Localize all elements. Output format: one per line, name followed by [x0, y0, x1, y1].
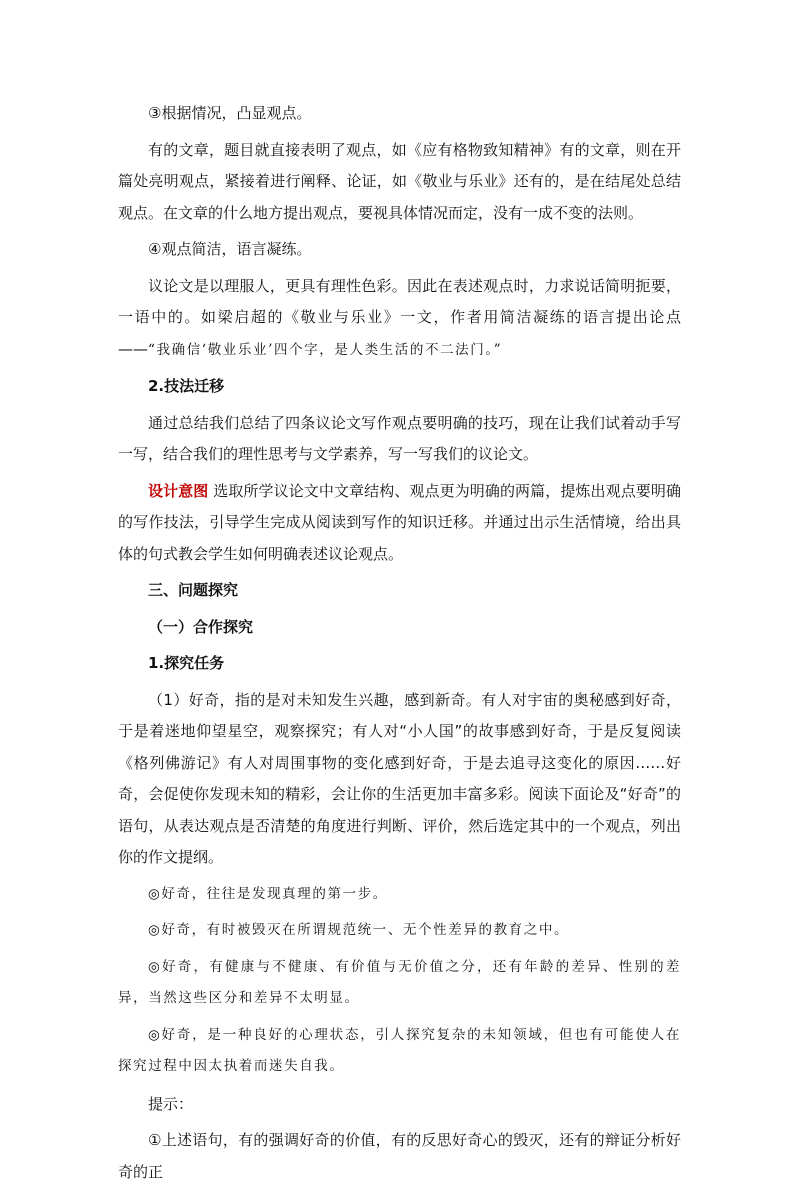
- point-3-heading: ③根据情况，凸显观点。: [148, 104, 312, 122]
- section-heading-skill: 2.技法迁移: [148, 377, 225, 395]
- paragraph: [118, 271, 681, 367]
- task-paragraph: （1）好奇，指的是对未知发生兴趣，感到新奇。有人对宇宙的奥秘感到好奇，于是着迷地仰望星空，观察探究；有人对“小人国”的故事感到好奇，于是反复阅读《格列佛游记》有人对周围事物的变化感到好奇，于是去追寻这变化的原因……好奇，会促使你发现未知的精彩，会让你的生活更加丰富多彩。阅读下面论及“好奇”的语句，从表达观点是否清楚的角度进行判断、评价，然后选定其中的一个观点，列出你的作文提纲。: [118, 690, 681, 866]
- quote-item: ◎好奇，往往是发现真理的第一步。: [148, 885, 388, 902]
- section-heading-3: 三、问题探究: [148, 581, 239, 599]
- quote-item: ◎好奇，有健康与不健康、有价值与无价值之分，还有年龄的差异、性别的差异，当然这些区分和差异不太明显。: [118, 958, 681, 1006]
- quotation: “我确信‘敬业乐业’四个字，是人类生活的不二法门。”: [148, 341, 503, 358]
- quote-item: ◎好奇，是一种良好的心理状态，引人探究复杂的未知领域，但也有可能使人在探究过程中因太执着而迷失自我。: [118, 1026, 681, 1074]
- design-intent-text: 选取所学议论文中文章结构、观点更为明确的两篇，提炼出观点要明确的写作技法，引导学生完成从阅读到写作的知识迁移。并通过出示生活情境，给出具体的句式教会学生如何明确表述议论观点。: [118, 481, 681, 563]
- design-intent-label: 设计意图: [148, 481, 209, 500]
- design-intent-paragraph: [118, 476, 681, 571]
- paragraph: 通过总结我们总结了四条议论文写作观点要明确的技巧，现在让我们试着动手写一写，结合我们的理性思考与文学素养，写一写我们的议论文。: [118, 413, 681, 463]
- quote-item: ◎好奇，有时被毁灭在所谓规范统一、无个性差异的教育之中。: [148, 922, 570, 938]
- paragraph-text: 议论文是以理服人，更具有理性色彩。因此在表述观点时，力求说话简明扼要，一语中的。如梁启超的《敬业与乐业》一文，作者用简洁凝练的语言提出论点——: [118, 276, 681, 358]
- paragraph: 有的文章，题目就直接表明了观点，如《应有格物致知精神》有的文章，则在开篇处亮明观点，紧接着进行阐释、论证，如《敬业与乐业》还有的，是在结尾处总结观点。在文章的什么地方提出观点，要视具体情况而定，没有一成不变的法则。: [118, 140, 681, 222]
- point-4-heading: ④观点简洁，语言凝练。: [148, 240, 312, 258]
- subsection-heading-coop: （一）合作探究: [148, 617, 254, 636]
- hint-label: 提示：: [148, 1094, 194, 1113]
- task-heading: 1.探究任务: [148, 654, 225, 672]
- hint-item: ①上述语句，有的强调好奇的价值，有的反思好奇心的毁灭，还有的辩证分析好奇的正: [118, 1131, 681, 1181]
- document-body: [118, 98, 681, 1193]
